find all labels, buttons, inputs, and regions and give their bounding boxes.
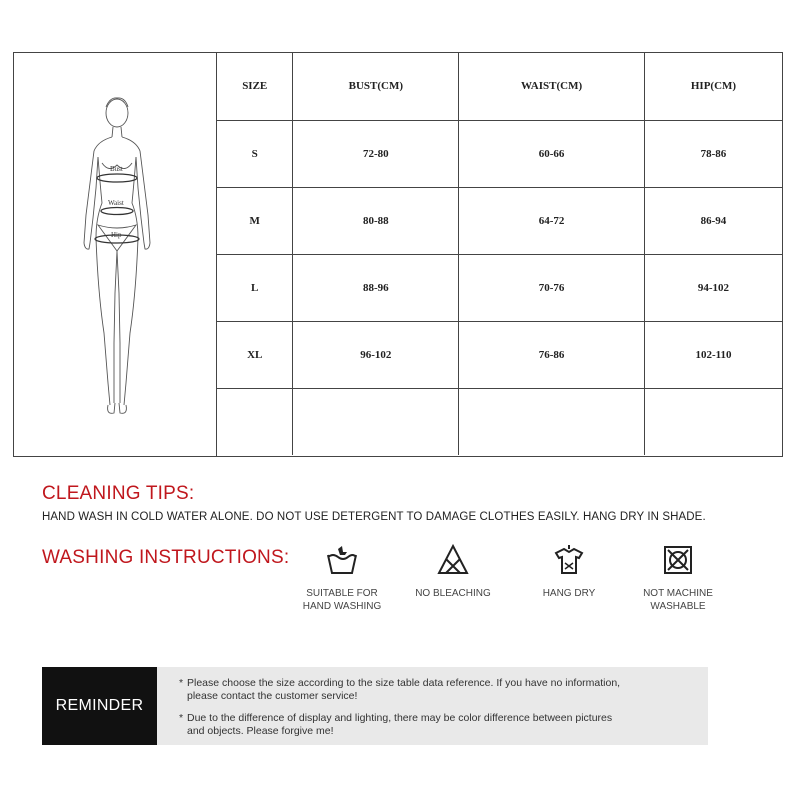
table-header-row	[217, 53, 782, 120]
care-label-line: NOT MACHINE	[643, 588, 713, 599]
waist-cell: 70-76	[459, 254, 645, 321]
reminder-note-line: Due to the difference of display and lighting, there may be color difference between pictures	[187, 712, 613, 724]
reminder-note	[179, 712, 707, 738]
care-label	[623, 587, 733, 613]
care-label	[398, 587, 508, 600]
cleaning-tips-text: HAND WASH IN COLD WATER ALONE. DO NOT USE DETERGENT TO DAMAGE CLOTHES EASILY. HANG DRY IN SHADE.	[42, 511, 706, 523]
size-cell: L	[217, 254, 293, 321]
hip-cell: 86-94	[644, 187, 782, 254]
care-label	[287, 587, 397, 613]
table-row	[217, 321, 782, 388]
care-item-no-bleach	[398, 543, 508, 600]
size-cell: M	[217, 187, 293, 254]
bust-cell: 80-88	[293, 187, 459, 254]
reminder-note-line: Please choose the size according to the size table data reference. If you have no information,	[187, 677, 621, 689]
reminder-label: REMINDER	[42, 667, 157, 745]
size-cell: S	[217, 120, 293, 187]
no-bleach-icon	[436, 543, 470, 577]
table-row	[217, 254, 782, 321]
hang-dry-icon	[552, 543, 586, 577]
header-waist: WAIST(CM)	[459, 53, 645, 120]
care-label-line: SUITABLE FOR	[306, 588, 378, 599]
care-item-hand-wash	[287, 543, 397, 613]
care-item-no-machine-wash	[623, 543, 733, 613]
empty-cell	[217, 388, 293, 455]
bust-cell: 88-96	[293, 254, 459, 321]
table-row	[217, 187, 782, 254]
bust-cell: 72-80	[293, 120, 459, 187]
hip-label: Hip	[111, 231, 122, 239]
cleaning-tips-title: CLEANING TIPS:	[42, 483, 195, 504]
hip-cell: 94-102	[644, 254, 782, 321]
body-figure-cell	[14, 53, 217, 456]
bust-cell: 96-102	[293, 321, 459, 388]
care-label-line: WASHABLE	[650, 601, 706, 612]
header-hip: HIP(CM)	[644, 53, 782, 120]
hip-cell: 78-86	[644, 120, 782, 187]
bullet: *	[179, 712, 184, 724]
reminder-note-line: and objects. Please forgive me!	[187, 725, 334, 737]
size-cell: XL	[217, 321, 293, 388]
empty-cell	[644, 388, 782, 455]
care-label-line: HANG DRY	[542, 588, 596, 599]
bullet: *	[179, 677, 184, 689]
washing-instructions-title: WASHING INSTRUCTIONS:	[42, 547, 290, 568]
size-table	[217, 53, 782, 455]
waist-cell: 76-86	[459, 321, 645, 388]
reminder-block	[42, 667, 708, 745]
waist-cell: 60-66	[459, 120, 645, 187]
reminder-note-line: please contact the customer service!	[187, 690, 358, 702]
waist-label: Waist	[108, 199, 124, 207]
hip-cell: 102-110	[644, 321, 782, 388]
size-chart	[13, 52, 783, 457]
care-item-hang-dry	[514, 543, 624, 600]
care-label-line: NO BLEACHING	[415, 588, 491, 599]
table-row	[217, 120, 782, 187]
no-machine-wash-icon	[661, 543, 695, 577]
header-bust: BUST(CM)	[293, 53, 459, 120]
body-measurement-figure	[14, 53, 216, 456]
hand-wash-icon	[325, 543, 359, 577]
waist-cell: 64-72	[459, 187, 645, 254]
care-label	[514, 587, 624, 600]
empty-cell	[293, 388, 459, 455]
care-label-line: HAND WASHING	[302, 601, 382, 612]
table-row-empty	[217, 388, 782, 455]
reminder-note	[179, 677, 707, 703]
header-size: SIZE	[217, 53, 293, 120]
bust-label: Bust	[110, 165, 123, 173]
empty-cell	[459, 388, 645, 455]
